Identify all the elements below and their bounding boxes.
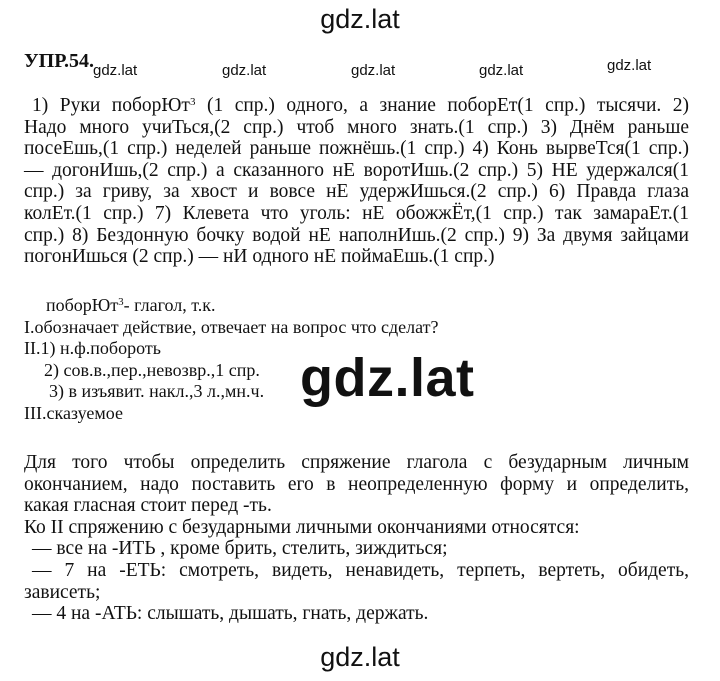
rule-line-6: — 7 на -ЕТЬ: смотреть, видеть, ненавидеть, терпеть, вертеть, обидеть, <box>32 559 689 581</box>
watermark-top: gdz.lat <box>320 4 400 34</box>
analysis-footnote-marker: 3 <box>118 296 124 308</box>
analysis-heading <box>24 295 439 317</box>
analysis-line-3: 2) сов.в.,пер.,невозвр.,1 спр. <box>44 359 260 380</box>
exercise-line-8: погонИшься (2 спр.) — нИ одного нЕ поймаЕшь.(1 спр.) <box>24 246 495 268</box>
analysis-line-2: II.1) н.ф.побороть <box>24 338 161 359</box>
exercise-line-7: спр.) 8) Бездонную бочку водой нЕ наполнИшь.(2 спр.) 9) За двумя зайцами <box>24 224 689 246</box>
exercise-line-6: колЕт.(1 спр.) 7) Клевета что уголь: нЕ обожжЁт,(1 спр.) так замараЕт.(1 <box>24 202 689 224</box>
exercise-line-1-rest: (1 спр.) одного, а знание поборЕт(1 спр.) тысячи. 2) <box>195 95 690 116</box>
watermark-header-1: gdz.lat <box>93 62 138 79</box>
exercise-line-1-start: 1) Руки поборЮт <box>32 95 190 116</box>
exercise-line-1 <box>24 95 689 117</box>
watermark-header-3: gdz.lat <box>351 62 396 79</box>
watermark-header-2: gdz.lat <box>222 62 267 79</box>
rule-line-4: Ко II спряжению с безударными личными окончаниями относятся: <box>24 516 580 538</box>
watermark-bottom: gdz.lat <box>320 642 400 672</box>
exercise-line-4: — догонИшь,(2 спр.) а сказанного нЕ воротИшь.(2 спр.) 5) НЕ удержался(1 <box>24 159 689 181</box>
rule-line-8: — 4 на -АТЬ: слышать, дышать, гнать, держать. <box>32 603 429 625</box>
analysis-line-5: III.сказуемое <box>24 402 124 423</box>
rule-line-5: — все на -ИТЬ , кроме брить, стелить, зиждиться; <box>32 538 448 560</box>
exercise-text <box>24 95 689 268</box>
watermark-header-5: gdz.lat <box>607 57 652 74</box>
analysis-word: поборЮт <box>46 295 119 315</box>
rule-text <box>24 452 689 625</box>
watermark-header-4: gdz.lat <box>479 62 524 79</box>
exercise-line-3: посеЕшь,(1 спр.) неделей раньше пожнёшь.(1 спр.) 4) Конь вырвеТся(1 спр.) <box>24 138 689 160</box>
exercise-line-5: спр.) за гриву, за хвост и вовсе нЕ удержИшься.(2 спр.) 6) Правда глаза <box>24 181 689 203</box>
rule-line-3: какая гласная стоит перед -ть. <box>24 495 272 517</box>
watermark-center: gdz.lat <box>300 348 475 408</box>
analysis-line-4: 3) в изъявит. накл.,3 л.,мн.ч. <box>49 381 265 402</box>
analysis-heading-suffix: - глагол, т.к. <box>123 295 216 315</box>
exercise-title: УПР.54. <box>24 50 94 72</box>
rule-line-7: зависеть; <box>24 581 101 603</box>
footnote-marker: 3 <box>189 96 196 108</box>
analysis-line-1: I.обозначает действие, отвечает на вопрос что сделат? <box>24 316 439 337</box>
rule-line-1: Для того чтобы определить спряжение глагола с безударным личным <box>24 452 689 473</box>
exercise-line-2: Надо много учиТься,(2 спр.) чтоб много знать.(1 спр.) 3) Днём раньше <box>24 116 689 138</box>
rule-line-2: окончанием, надо поставить его в неопределенную форму и определить, <box>24 473 689 495</box>
